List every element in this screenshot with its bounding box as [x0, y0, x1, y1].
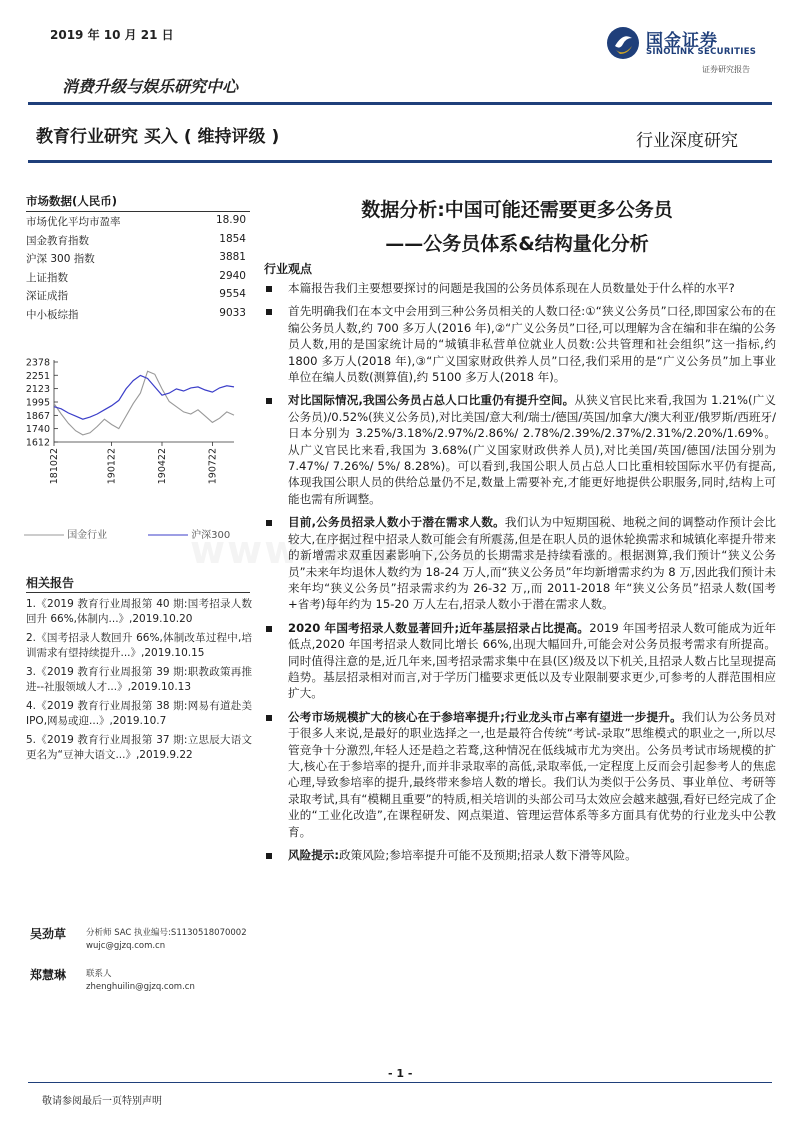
view-bullet — [262, 303, 776, 385]
report-date: 2019 年 10 月 21 日 — [50, 28, 174, 42]
bullet-square-icon — [266, 309, 272, 315]
footer-rule — [28, 1082, 772, 1083]
index-chart — [20, 352, 256, 544]
analyst-email[interactable]: wujc@gjzq.com.cn — [86, 941, 166, 951]
bullet-lead: 对比国际情况,我国公务员占总人口比重仍有提升空间。 — [288, 393, 575, 408]
related-reports-list — [26, 597, 252, 767]
market-data-label: 中小板综指 — [26, 308, 79, 321]
view-bullet — [262, 620, 776, 702]
market-data-label: 沪深 300 指数 — [26, 253, 95, 265]
related-report-item[interactable]: 4.《2019 教育行业周报第 38 期:网易有道赴美 IPO,网易或迎...》,2019.10.7 — [26, 700, 252, 727]
legend-label-guojin: 国金行业 — [67, 530, 108, 541]
bullet-lead: 2020 年国考招录人数显著回升;近年基层招录占比提高。 — [288, 620, 590, 635]
watermark — [190, 528, 636, 572]
market-data-row — [26, 251, 246, 269]
industry-view-bullets — [262, 280, 776, 870]
bullet-text: 我们认为中短期国税、地税之间的调整动作预计会比较大,在序据过程中招录人数可能会有所震荡,但是在职人员的退休轮换需求和城镇化率提升带来的新增需求双重因素影响下,公务员的长期需求是持续看涨的。根据测算,我们预计“狭义公务员”未来年均退休人数约为 18-24 万人,而“狭义公务员”年均新增需求约为 8 万,因此我们预计未来年均“狭义公务员”招录需求约为 26-32 万,,而 2011-2018 年“狭义公务员”招录人数(国考+省考)每年约为 15-20 万人左右,招录人数小于潜在需求人数。 — [288, 515, 776, 612]
view-bullet — [262, 392, 776, 507]
market-data-row — [26, 288, 246, 306]
related-report-item[interactable]: 5.《2019 教育行业周报第 37 期:立思辰大语文更名为“豆神大语文...》,2019.9.22 — [26, 734, 252, 761]
x-tick-label: 190122 — [106, 448, 118, 485]
bullet-square-icon — [266, 398, 272, 404]
market-data-value: 1854 — [219, 232, 246, 245]
analyst-name: 吴劲草 — [30, 927, 67, 941]
index-chart-svg — [20, 352, 256, 544]
report-category: 行业深度研究 — [636, 131, 738, 151]
analyst-role: 分析师 SAC 执业编号:S1130518070002 — [86, 928, 247, 938]
disclaimer-link[interactable]: 敬请参阅最后一页特别声明 — [42, 1096, 162, 1107]
analyst-email[interactable]: zhenghuilin@gjzq.com.cn — [86, 982, 195, 992]
logo-english-name: SINOLINK SECURITIES — [646, 47, 757, 57]
industry-rating-title: 教育行业研究 买入 ( 维持评级 ) — [36, 127, 280, 147]
y-tick-label: 2378 — [25, 357, 50, 369]
y-tick-label: 2123 — [25, 384, 50, 396]
logo-chinese-name: 国金证券 — [646, 31, 718, 51]
bullet-lead: 目前,公务员招录人数小于潜在需求人数。 — [288, 515, 505, 530]
market-data-label: 市场优化平均市盈率 — [26, 216, 121, 228]
market-data-value: 3881 — [219, 251, 246, 263]
view-bullet — [262, 709, 776, 840]
view-section-title: 行业观点 — [264, 262, 313, 276]
bullet-square-icon — [266, 626, 272, 632]
market-data-value: 18.90 — [215, 214, 246, 226]
report-type-label: 证券研究报告 — [702, 65, 750, 74]
legend-line-icon — [148, 530, 188, 540]
bullet-text: 2019 年国考招录人数可能成为近年低点,2020 年国考招录人数同比增长 66%,出现大幅回升,可能会对公务员报考需求有所提高。同时值得注意的是,近几年来,国考招录需求集中在县(区)级及以下机关,且招录人数占比呈现提高趋势。基层招录相对而言,对于学历门槛要求更低以及专业限制要求更少,可参考的人群范围相应扩大。 — [288, 620, 776, 701]
sinolink-logo-icon — [606, 26, 640, 60]
market-data-row — [26, 233, 246, 251]
x-tick-label: 181022 — [49, 448, 60, 485]
main-title: 数据分析:中国可能还需要更多公务员 — [361, 199, 673, 221]
market-data-label: 上证指数 — [26, 271, 68, 284]
market-data-title: 市场数据(人民币) — [26, 194, 118, 208]
bullet-square-icon — [266, 520, 272, 526]
bullet-text: 政策风险;参培率提升可能不及预期;招录人数下滑等风险。 — [339, 848, 637, 862]
y-tick-label: 1612 — [25, 437, 50, 449]
market-data-row — [26, 214, 246, 232]
market-data-label: 深证成指 — [26, 290, 68, 302]
related-report-item[interactable]: 3.《2019 教育行业周报第 39 期:职教政策再推进--社服领域人才...》,2019.10.13 — [26, 666, 252, 693]
market-data-rule — [26, 211, 250, 212]
main-subtitle: ——公务员体系&结构量化分析 — [385, 233, 649, 255]
analyst-name: 郑慧琳 — [30, 968, 67, 982]
legend-label-hs300: 沪深300 — [191, 530, 231, 541]
bullet-square-icon — [266, 286, 272, 292]
bullet-text: 我们认为公务员对于很多人来说,是最好的职业选择之一,也是最符合传统“考试-录取”思维模式的职业之一,所以尽管竞争十分激烈,年轻人还是趋之若鹜,这种情况在低线城市尤为突出。公务员考试市场规模的扩大,核心在于参培率的提升,而并非录取率的高低,录取率低,一定程度上反而会引起参考人的焦虑心理,导致参培率的提升,最终带来参培人数的增长。我们认为类似于公务员、事业单位、考研等录取考试,具有“模糊且重要”的特质,相关培训的头部公司马太效应会越来越强,看好已经完成了企业的“工业化改造”,在课程研发、网点渠道、管理运营体系等多方面具有优势的行业龙头中公教育。 — [288, 709, 776, 839]
legend-line-icon — [24, 530, 64, 540]
bullet-square-icon — [266, 715, 272, 721]
y-tick-label: 1867 — [25, 410, 50, 422]
view-bullet — [262, 847, 776, 863]
related-report-item[interactable]: 2.《国考招录人数回升 66%,体制改革过程中,培训需求有望持续提升...》,2019.10.15 — [26, 632, 252, 659]
related-reports-rule — [26, 592, 250, 593]
market-data-value: 9554 — [219, 288, 246, 300]
bullet-square-icon — [266, 853, 272, 859]
market-data-label: 国金教育指数 — [26, 234, 89, 247]
related-reports-title: 相关报告 — [26, 576, 75, 590]
series-line-guojin — [54, 371, 234, 435]
y-tick-label: 1995 — [25, 397, 50, 409]
view-bullet — [262, 280, 776, 296]
market-data-value: 2940 — [219, 269, 246, 282]
market-data-row — [26, 307, 246, 325]
legend-item-guojin — [24, 526, 107, 541]
research-center-name: 消费升级与娱乐研究中心 — [62, 77, 239, 96]
bullet-lead: 公考市场规模扩大的核心在于参培率提升;行业龙头市占率有望进一步提升。 — [288, 709, 682, 724]
y-tick-label: 1740 — [25, 424, 50, 436]
bullet-lead: 风险提示: — [288, 848, 340, 862]
header-rule-top — [28, 102, 772, 105]
x-tick-label: 190722 — [207, 448, 219, 485]
market-data-row — [26, 270, 246, 288]
market-data-value: 9033 — [219, 306, 246, 319]
bullet-text: 首先明确我们在本文中会用到三种公务员相关的人数口径:①“狭义公务员”口径,即国家公布的在编公务员人数,约 700 多万人(2016 年),②“广义公务员”口径,可以理解为含在编和非在编的公务员人数,用的是国家统计局的“城镇非私营单位就业人员数:公共管理和社会组织”这一指标,约 1800 多万人(2018 年),③“广义国家财政供养人员”口径,我们采用的是“广义公务员”加上事业单位在编人员数(测算值),约 5100 多万人(2018 年)。 — [288, 304, 776, 385]
x-tick-label: 190422 — [157, 448, 168, 485]
bullet-text: 本篇报告我们主要想要探讨的问题是我国的公务员体系现在人员数量处于什么样的水平? — [288, 281, 735, 295]
analyst-role: 联系人 — [86, 969, 112, 979]
header-rule-bottom — [28, 160, 772, 163]
bullet-text: 从狭义官民比来看,我国为 1.21%(广义公务员)/0.52%(狭义公务员),对比美国/意大利/瑞士/德国/英国/加拿大/澳大利亚/俄罗斯/西班牙/日本分别为 3.25%/3.18%/2.97%/2.86%/ 2.78%/2.39%/2.37%/2.31%/2.20%/1.69%。从广义官民比来看,我国为 3.68%(广义国家财政供养人员),对比美国/英国/德国/法国分别为 7.47%/ 7.26%/ 5%/ 8.28%)。可以看到,我国公职人员占总人口比重相较国际水平仍有提高,体现我国公职人员的供给总量仍不足,数量上需要补充,才能更好地提供公职服务,同时,结构上可能也需有所调整。 — [288, 393, 776, 506]
y-tick-label: 2251 — [25, 370, 50, 382]
related-report-item[interactable]: 1.《2019 教育行业周报第 40 期:国考招录人数回升 66%,体制内...》,2019.10.20 — [26, 598, 252, 625]
page-number: - 1 - — [388, 1067, 413, 1080]
